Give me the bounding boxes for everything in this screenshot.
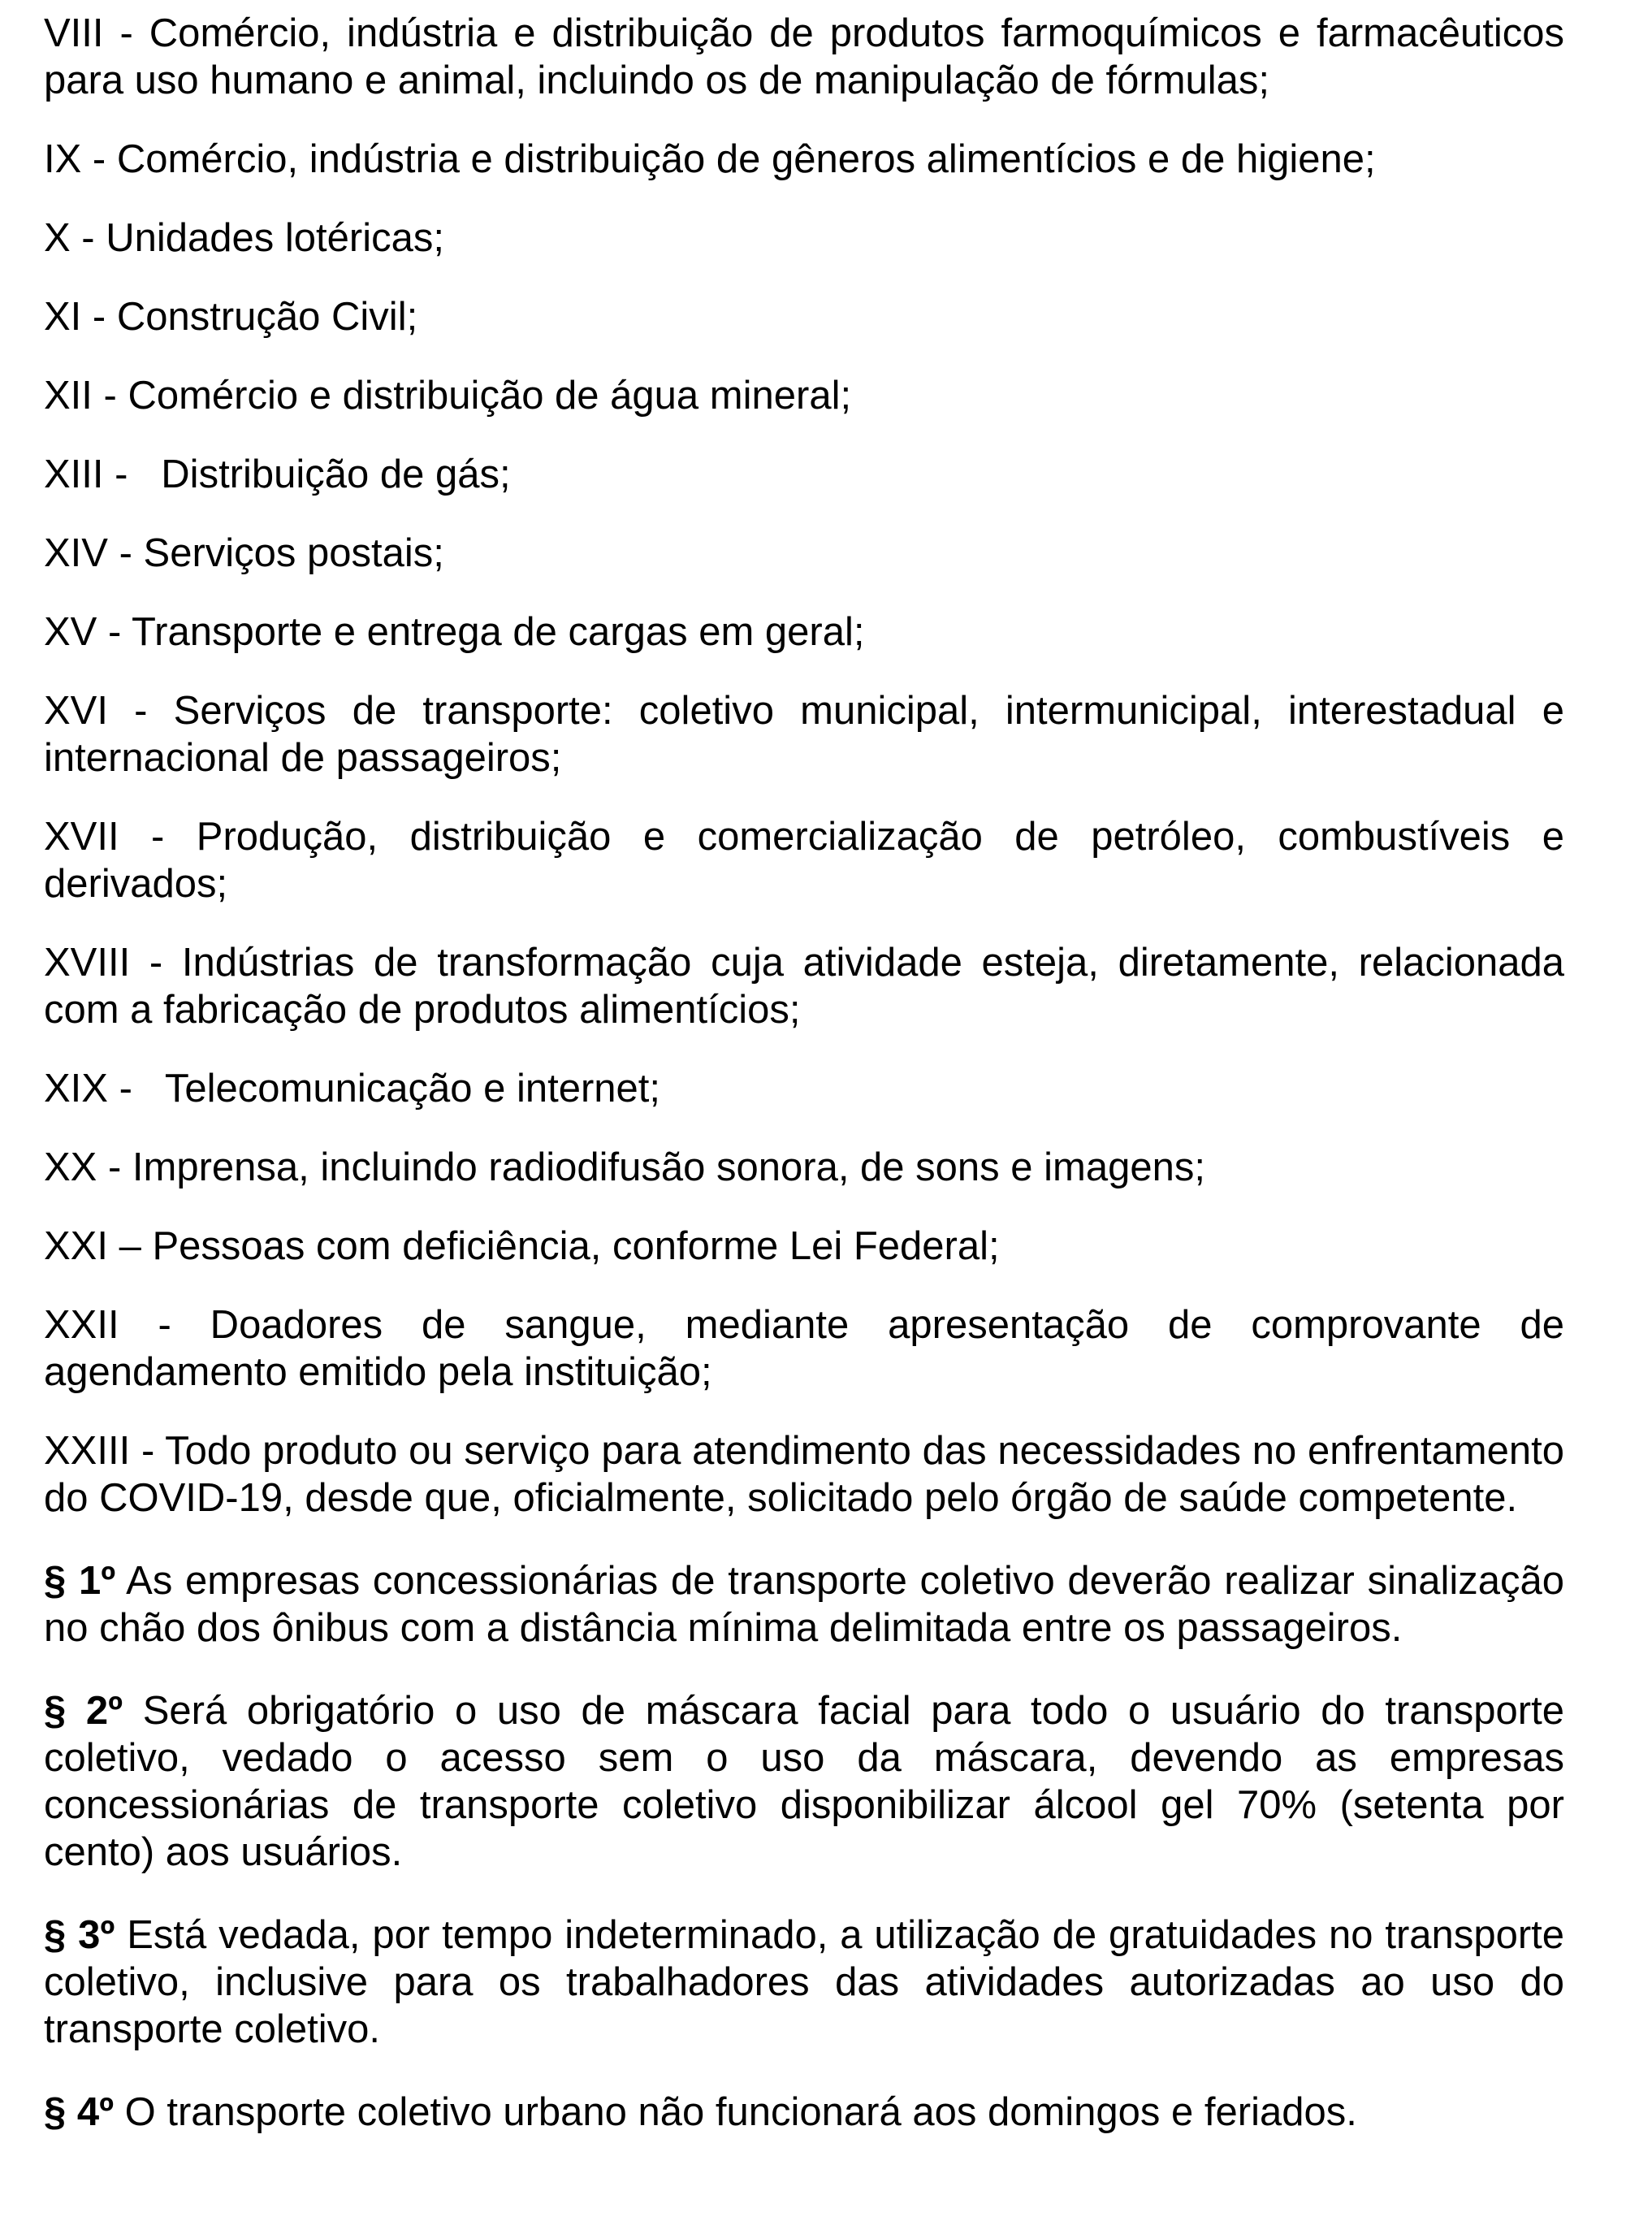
document-page [44,10,1564,2136]
inciso-xviii: XVIII - Indústrias de transformação cuja atividade esteja, diretamente, relacionada com a fabricação de produtos alimentícios; [44,941,1564,1032]
inciso-xv: XV - Transporte e entrega de cargas em geral; [44,610,865,654]
inciso-xx: XX - Imprensa, incluindo radiodifusão sonora, de sons e imagens; [44,1145,1205,1189]
paragraph-text: Está vedada, por tempo indeterminado, a utilização de gratuidades no transporte coletivo, inclusive para os trabalhadores das atividades autorizadas ao uso do transporte coletivo. [44,1913,1564,2051]
inciso-xvii: XVII - Produção, distribuição e comercialização de petróleo, combustíveis e derivados; [44,815,1564,906]
inciso-viii: VIII - Comércio, indústria e distribuição de produtos farmoquímicos e farmacêuticos para uso humano e animal, incluindo os de manipulação de fórmulas; [44,11,1564,102]
inciso-xii: XII - Comércio e distribuição de água mineral; [44,374,852,418]
paragraph-1 [44,1557,1564,1652]
inciso-xxii: XXII - Doadores de sangue, mediante apresentação de comprovante de agendamento emitido pela instituição; [44,1303,1564,1394]
inciso-x: X - Unidades lotéricas; [44,216,444,260]
paragraph-text: O transporte coletivo urbano não funcionará aos domingos e feriados. [124,2090,1357,2134]
inciso-xiii: XIII - Distribuição de gás; [44,452,511,496]
inciso-xiv: XIV - Serviços postais; [44,531,444,575]
paragraph-text: Será obrigatório o uso de máscara facial para todo o usuário do transporte coletivo, vedado o acesso sem o uso da máscara, devendo as empresas concessionárias de transporte coletivo disponibilizar álcool gel 70% (setenta por cento) aos usuários. [44,1689,1564,1874]
paragraph-2 [44,1687,1564,1876]
paragraph-mark: § 4º [44,2090,115,2134]
paragraph-mark: § 2º [44,1689,123,1733]
paragraph-mark: § 3º [44,1913,115,1957]
inciso-ix: IX - Comércio, indústria e distribuição de gêneros alimentícios e de higiene; [44,137,1376,181]
inciso-xxiii: XXIII - Todo produto ou serviço para atendimento das necessidades no enfrentamento do COVID-19, desde que, oficialmente, solicitado pelo órgão de saúde competente. [44,1429,1564,1520]
inciso-xi: XI - Construção Civil; [44,295,418,339]
paragraph-text: As empresas concessionárias de transporte coletivo deverão realizar sinalização no chão dos ônibus com a distância mínima delimitada entre os passageiros. [44,1559,1565,1650]
inciso-xxi: XXI – Pessoas com deficiência, conforme Lei Federal; [44,1224,1000,1268]
inciso-xix: XIX - Telecomunicação e internet; [44,1067,660,1111]
inciso-xvi: XVI - Serviços de transporte: coletivo municipal, intermunicipal, interestadual e internacional de passageiros; [44,689,1564,780]
paragraph-mark: § 1º [44,1559,116,1603]
paragraph-3 [44,1911,1564,2053]
paragraph-4 [44,2089,1564,2136]
